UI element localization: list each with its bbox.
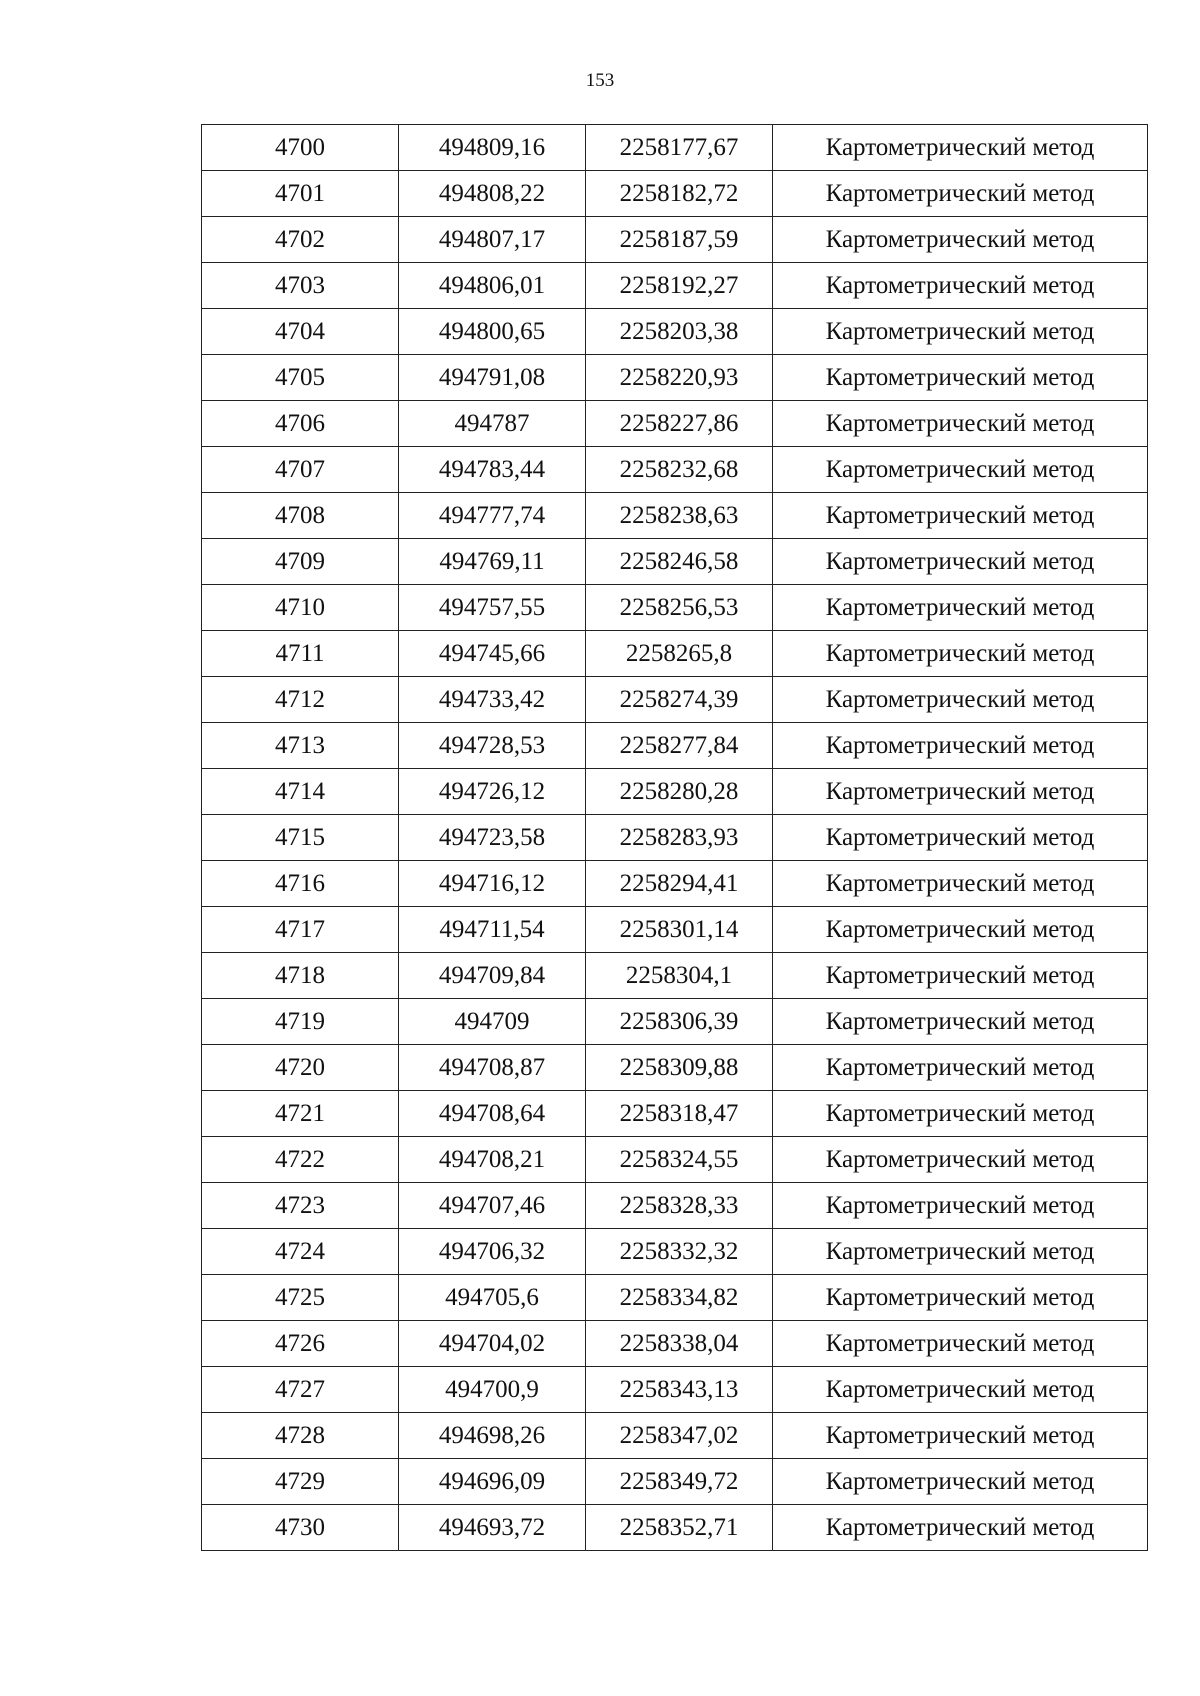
point-number-cell: 4709 xyxy=(202,539,399,585)
x-coordinate-cell: 494809,16 xyxy=(399,125,586,171)
x-coordinate-cell: 494800,65 xyxy=(399,309,586,355)
y-coordinate-cell: 2258277,84 xyxy=(586,723,773,769)
y-coordinate-cell: 2258187,59 xyxy=(586,217,773,263)
method-cell: Картометрический метод xyxy=(773,217,1148,263)
y-coordinate-cell: 2258283,93 xyxy=(586,815,773,861)
point-number-cell: 4710 xyxy=(202,585,399,631)
point-number-cell: 4716 xyxy=(202,861,399,907)
table-row xyxy=(202,1413,1148,1459)
table-row xyxy=(202,1367,1148,1413)
point-number-cell: 4711 xyxy=(202,631,399,677)
point-number-cell: 4702 xyxy=(202,217,399,263)
table-row xyxy=(202,493,1148,539)
point-number-cell: 4705 xyxy=(202,355,399,401)
method-cell: Картометрический метод xyxy=(773,1321,1148,1367)
y-coordinate-cell: 2258182,72 xyxy=(586,171,773,217)
table-row xyxy=(202,815,1148,861)
y-coordinate-cell: 2258256,53 xyxy=(586,585,773,631)
x-coordinate-cell: 494700,9 xyxy=(399,1367,586,1413)
table-row xyxy=(202,907,1148,953)
method-cell: Картометрический метод xyxy=(773,907,1148,953)
x-coordinate-cell: 494706,32 xyxy=(399,1229,586,1275)
method-cell: Картометрический метод xyxy=(773,769,1148,815)
x-coordinate-cell: 494708,87 xyxy=(399,1045,586,1091)
point-number-cell: 4714 xyxy=(202,769,399,815)
table-row xyxy=(202,1459,1148,1505)
y-coordinate-cell: 2258328,33 xyxy=(586,1183,773,1229)
x-coordinate-cell: 494728,53 xyxy=(399,723,586,769)
method-cell: Картометрический метод xyxy=(773,1459,1148,1505)
point-number-cell: 4719 xyxy=(202,999,399,1045)
method-cell: Картометрический метод xyxy=(773,539,1148,585)
x-coordinate-cell: 494704,02 xyxy=(399,1321,586,1367)
point-number-cell: 4723 xyxy=(202,1183,399,1229)
y-coordinate-cell: 2258306,39 xyxy=(586,999,773,1045)
point-number-cell: 4721 xyxy=(202,1091,399,1137)
table-row xyxy=(202,447,1148,493)
method-cell: Картометрический метод xyxy=(773,1091,1148,1137)
y-coordinate-cell: 2258274,39 xyxy=(586,677,773,723)
table-row xyxy=(202,401,1148,447)
y-coordinate-cell: 2258192,27 xyxy=(586,263,773,309)
y-coordinate-cell: 2258347,02 xyxy=(586,1413,773,1459)
table-row xyxy=(202,631,1148,677)
method-cell: Картометрический метод xyxy=(773,171,1148,217)
x-coordinate-cell: 494745,66 xyxy=(399,631,586,677)
table-row xyxy=(202,171,1148,217)
method-cell: Картометрический метод xyxy=(773,999,1148,1045)
method-cell: Картометрический метод xyxy=(773,355,1148,401)
x-coordinate-cell: 494693,72 xyxy=(399,1505,586,1551)
x-coordinate-cell: 494733,42 xyxy=(399,677,586,723)
method-cell: Картометрический метод xyxy=(773,1229,1148,1275)
method-cell: Картометрический метод xyxy=(773,1413,1148,1459)
method-cell: Картометрический метод xyxy=(773,1183,1148,1229)
method-cell: Картометрический метод xyxy=(773,1137,1148,1183)
page-number: 153 xyxy=(585,70,615,91)
table-row xyxy=(202,723,1148,769)
y-coordinate-cell: 2258177,67 xyxy=(586,125,773,171)
table-row xyxy=(202,309,1148,355)
x-coordinate-cell: 494707,46 xyxy=(399,1183,586,1229)
y-coordinate-cell: 2258280,28 xyxy=(586,769,773,815)
x-coordinate-cell: 494716,12 xyxy=(399,861,586,907)
x-coordinate-cell: 494807,17 xyxy=(399,217,586,263)
point-number-cell: 4717 xyxy=(202,907,399,953)
y-coordinate-cell: 2258265,8 xyxy=(586,631,773,677)
method-cell: Картометрический метод xyxy=(773,1045,1148,1091)
table-row xyxy=(202,861,1148,907)
table-row xyxy=(202,539,1148,585)
y-coordinate-cell: 2258349,72 xyxy=(586,1459,773,1505)
method-cell: Картометрический метод xyxy=(773,125,1148,171)
y-coordinate-cell: 2258332,32 xyxy=(586,1229,773,1275)
y-coordinate-cell: 2258343,13 xyxy=(586,1367,773,1413)
method-cell: Картометрический метод xyxy=(773,585,1148,631)
y-coordinate-cell: 2258324,55 xyxy=(586,1137,773,1183)
table-row xyxy=(202,677,1148,723)
table-row xyxy=(202,1505,1148,1551)
x-coordinate-cell: 494696,09 xyxy=(399,1459,586,1505)
table-row xyxy=(202,263,1148,309)
point-number-cell: 4700 xyxy=(202,125,399,171)
y-coordinate-cell: 2258203,38 xyxy=(586,309,773,355)
x-coordinate-cell: 494777,74 xyxy=(399,493,586,539)
point-number-cell: 4724 xyxy=(202,1229,399,1275)
method-cell: Картометрический метод xyxy=(773,493,1148,539)
point-number-cell: 4730 xyxy=(202,1505,399,1551)
x-coordinate-cell: 494769,11 xyxy=(399,539,586,585)
table-row xyxy=(202,999,1148,1045)
y-coordinate-cell: 2258318,47 xyxy=(586,1091,773,1137)
point-number-cell: 4720 xyxy=(202,1045,399,1091)
x-coordinate-cell: 494711,54 xyxy=(399,907,586,953)
y-coordinate-cell: 2258227,86 xyxy=(586,401,773,447)
method-cell: Картометрический метод xyxy=(773,309,1148,355)
point-number-cell: 4718 xyxy=(202,953,399,999)
method-cell: Картометрический метод xyxy=(773,631,1148,677)
coordinates-table-body xyxy=(202,125,1148,1551)
point-number-cell: 4726 xyxy=(202,1321,399,1367)
point-number-cell: 4725 xyxy=(202,1275,399,1321)
x-coordinate-cell: 494808,22 xyxy=(399,171,586,217)
method-cell: Картометрический метод xyxy=(773,677,1148,723)
x-coordinate-cell: 494726,12 xyxy=(399,769,586,815)
y-coordinate-cell: 2258301,14 xyxy=(586,907,773,953)
method-cell: Картометрический метод xyxy=(773,263,1148,309)
method-cell: Картометрический метод xyxy=(773,815,1148,861)
method-cell: Картометрический метод xyxy=(773,1367,1148,1413)
method-cell: Картометрический метод xyxy=(773,447,1148,493)
x-coordinate-cell: 494709 xyxy=(399,999,586,1045)
point-number-cell: 4713 xyxy=(202,723,399,769)
x-coordinate-cell: 494708,21 xyxy=(399,1137,586,1183)
y-coordinate-cell: 2258294,41 xyxy=(586,861,773,907)
table-row xyxy=(202,1229,1148,1275)
y-coordinate-cell: 2258304,1 xyxy=(586,953,773,999)
x-coordinate-cell: 494757,55 xyxy=(399,585,586,631)
point-number-cell: 4707 xyxy=(202,447,399,493)
method-cell: Картометрический метод xyxy=(773,1505,1148,1551)
point-number-cell: 4704 xyxy=(202,309,399,355)
coordinates-table xyxy=(201,124,1148,1551)
x-coordinate-cell: 494791,08 xyxy=(399,355,586,401)
point-number-cell: 4728 xyxy=(202,1413,399,1459)
method-cell: Картометрический метод xyxy=(773,723,1148,769)
table-row xyxy=(202,585,1148,631)
point-number-cell: 4722 xyxy=(202,1137,399,1183)
point-number-cell: 4703 xyxy=(202,263,399,309)
table-row xyxy=(202,355,1148,401)
table-row xyxy=(202,125,1148,171)
point-number-cell: 4708 xyxy=(202,493,399,539)
table-row xyxy=(202,1091,1148,1137)
table-row xyxy=(202,1183,1148,1229)
y-coordinate-cell: 2258220,93 xyxy=(586,355,773,401)
table-row xyxy=(202,1137,1148,1183)
point-number-cell: 4715 xyxy=(202,815,399,861)
x-coordinate-cell: 494806,01 xyxy=(399,263,586,309)
y-coordinate-cell: 2258338,04 xyxy=(586,1321,773,1367)
table-row xyxy=(202,217,1148,263)
method-cell: Картометрический метод xyxy=(773,401,1148,447)
x-coordinate-cell: 494723,58 xyxy=(399,815,586,861)
point-number-cell: 4706 xyxy=(202,401,399,447)
x-coordinate-cell: 494708,64 xyxy=(399,1091,586,1137)
y-coordinate-cell: 2258352,71 xyxy=(586,1505,773,1551)
y-coordinate-cell: 2258334,82 xyxy=(586,1275,773,1321)
x-coordinate-cell: 494698,26 xyxy=(399,1413,586,1459)
point-number-cell: 4727 xyxy=(202,1367,399,1413)
method-cell: Картометрический метод xyxy=(773,953,1148,999)
point-number-cell: 4712 xyxy=(202,677,399,723)
table-row xyxy=(202,1045,1148,1091)
x-coordinate-cell: 494709,84 xyxy=(399,953,586,999)
point-number-cell: 4729 xyxy=(202,1459,399,1505)
y-coordinate-cell: 2258309,88 xyxy=(586,1045,773,1091)
method-cell: Картометрический метод xyxy=(773,861,1148,907)
method-cell: Картометрический метод xyxy=(773,1275,1148,1321)
x-coordinate-cell: 494705,6 xyxy=(399,1275,586,1321)
point-number-cell: 4701 xyxy=(202,171,399,217)
table-row xyxy=(202,1275,1148,1321)
y-coordinate-cell: 2258246,58 xyxy=(586,539,773,585)
table-row xyxy=(202,769,1148,815)
y-coordinate-cell: 2258238,63 xyxy=(586,493,773,539)
x-coordinate-cell: 494783,44 xyxy=(399,447,586,493)
table-row xyxy=(202,953,1148,999)
x-coordinate-cell: 494787 xyxy=(399,401,586,447)
y-coordinate-cell: 2258232,68 xyxy=(586,447,773,493)
table-row xyxy=(202,1321,1148,1367)
